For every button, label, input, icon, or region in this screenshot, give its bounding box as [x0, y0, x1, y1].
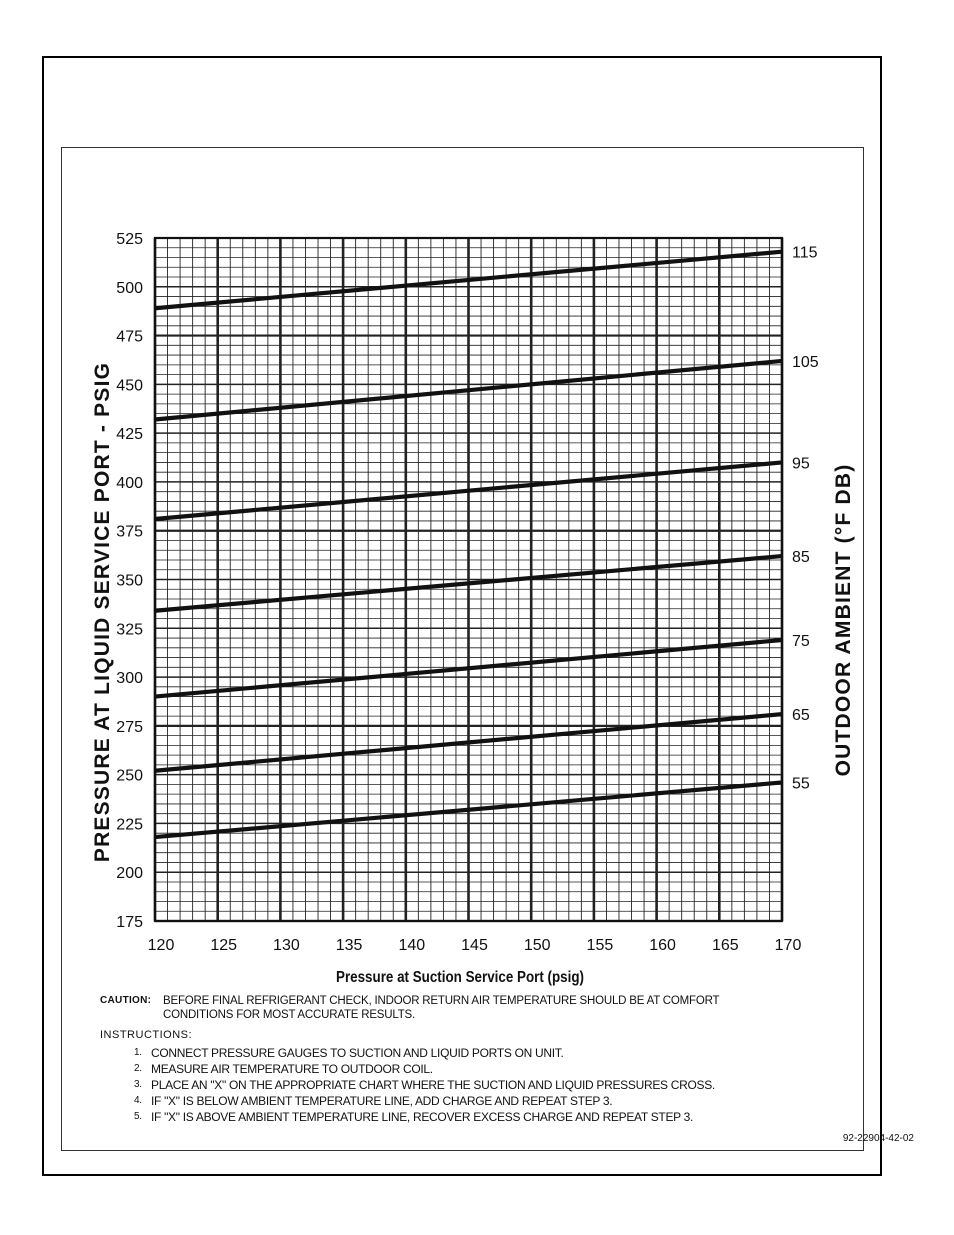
y-tick-label: 175: [116, 914, 143, 931]
instruction-steps: [100, 1045, 840, 1125]
instructions-label: INSTRUCTIONS:: [100, 1029, 193, 1041]
y2-axis-title: OUTDOOR AMBIENT (°F DB): [832, 463, 855, 777]
y-tick-label: 525: [116, 231, 143, 248]
step-number: 4.: [134, 1095, 142, 1106]
series-label-55: 55: [792, 775, 810, 793]
x-tick-label: 135: [335, 937, 363, 954]
step-text: IF "X" IS BELOW AMBIENT TEMPERATURE LINE, ADD CHARGE AND REPEAT STEP 3.: [151, 1094, 613, 1108]
step-number: 5.: [134, 1111, 142, 1122]
series-label-105: 105: [792, 353, 819, 371]
step-text: IF "X" IS ABOVE AMBIENT TEMPERATURE LINE, RECOVER EXCESS CHARGE AND REPEAT STEP 3.: [151, 1110, 694, 1124]
series-label-85: 85: [792, 549, 810, 567]
caution-label: CAUTION:: [100, 995, 152, 1006]
y-tick-label: 325: [116, 621, 143, 639]
instruction-step: [100, 1045, 840, 1061]
instruction-step: [100, 1093, 840, 1109]
y-axis-title: PRESSURE AT LIQUID SERVICE PORT - PSIG: [91, 361, 114, 863]
caution-text-line2: CONDITIONS FOR MOST ACCURATE RESULTS.: [163, 1009, 416, 1021]
grid-layer: [155, 238, 782, 921]
document-number: 92-22904-42-02: [842, 1133, 914, 1144]
x-tick-label: 125: [210, 937, 238, 954]
instruction-step: [100, 1061, 840, 1077]
series-label-75: 75: [792, 632, 810, 650]
series-label-115: 115: [792, 244, 818, 262]
x-tick-label: 165: [711, 937, 739, 954]
x-axis-title: Pressure at Suction Service Port (psig): [336, 969, 584, 986]
y-tick-labels: [116, 231, 143, 931]
y-tick-label: 350: [116, 572, 143, 590]
y-tick-label: 300: [116, 670, 143, 688]
x-tick-label: 170: [774, 937, 802, 954]
x-tick-label: 130: [273, 937, 300, 954]
step-text: CONNECT PRESSURE GAUGES TO SUCTION AND LIQUID PORTS ON UNIT.: [151, 1046, 564, 1060]
y-tick-label: 225: [116, 816, 143, 834]
x-tick-label: 155: [586, 937, 614, 954]
step-number: 1.: [134, 1047, 142, 1058]
y-tick-label: 200: [116, 865, 143, 883]
notes-block: [100, 994, 840, 1125]
series-labels: [792, 245, 819, 793]
y-tick-label: 275: [116, 718, 143, 736]
y-tick-label: 500: [116, 279, 143, 297]
y-tick-label: 250: [116, 767, 143, 785]
instruction-step: [100, 1077, 840, 1093]
x-tick-label: 140: [398, 937, 426, 954]
step-number: 3.: [134, 1079, 142, 1090]
y-tick-label: 375: [116, 523, 143, 541]
x-tick-labels: [148, 937, 802, 954]
x-tick-label: 145: [461, 937, 488, 954]
step-number: 2.: [134, 1063, 142, 1074]
instruction-step: [100, 1109, 840, 1125]
series-label-65: 65: [792, 707, 810, 725]
y-tick-label: 400: [116, 474, 143, 492]
x-tick-label: 150: [523, 937, 551, 954]
x-tick-label: 160: [649, 937, 676, 954]
caution-text-line1: BEFORE FINAL REFRIGERANT CHECK, INDOOR RETURN AIR TEMPERATURE SHOULD BE AT COMFORT: [163, 995, 720, 1007]
y-tick-label: 475: [116, 328, 143, 346]
y-tick-label: 450: [116, 377, 143, 395]
step-text: PLACE AN "X" ON THE APPROPRIATE CHART WHERE THE SUCTION AND LIQUID PRESSURES CROSS.: [151, 1078, 715, 1092]
series-label-95: 95: [792, 455, 810, 473]
x-tick-label: 120: [147, 937, 175, 954]
caution-note: [100, 994, 840, 1022]
y-tick-label: 425: [116, 426, 143, 444]
step-text: MEASURE AIR TEMPERATURE TO OUTDOOR COIL.: [151, 1062, 433, 1076]
